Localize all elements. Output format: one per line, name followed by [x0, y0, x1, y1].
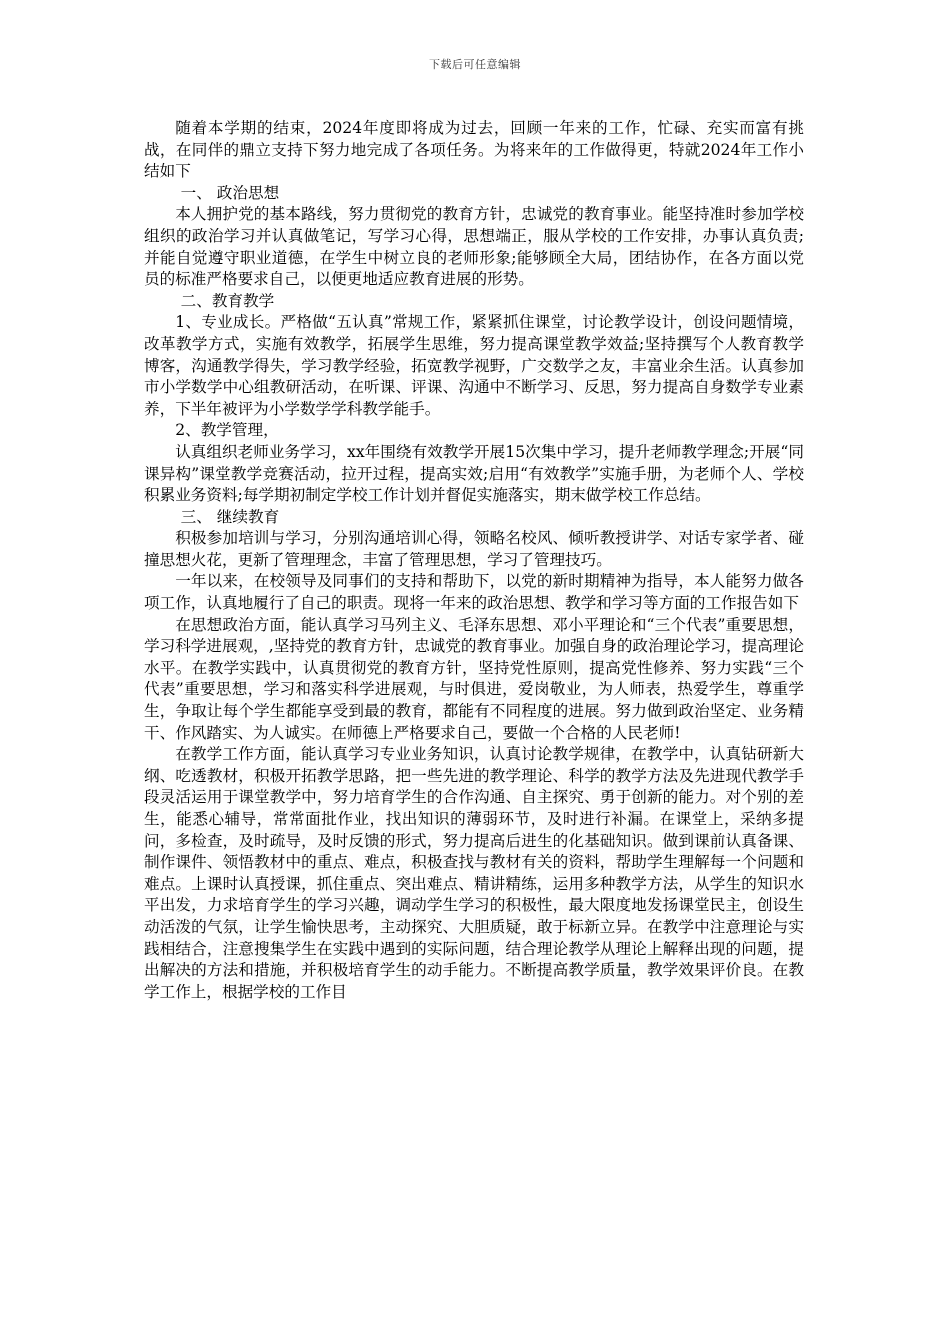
ideology-paragraph: 在思想政治方面，能认真学习马列主义、毛泽东思想、邓小平理论和“三个代表”重要思想，学习科学进展观，,坚持党的教育方针，忠诚党的教育事业。加强自身的政治理论学习，提高理论水平。在教学实践中，认真贯彻党的教育方针，坚持党性原则，提高党性修养、努力实践“三个代表”重要思想，学习和落实科学进展观，与时俱进，爱岗敬业，为人师表，热爱学生，尊重学生，争取让每个学生都能享受到最的教育，都能有不同程度的进展。努力做到政治坚定、业务精干、作风踏实、为人诚实。在师德上严格要求自己，要做一个合格的人民老师!	[144, 615, 804, 742]
page-header-note: 下载后可任意编辑	[429, 58, 521, 71]
politics-paragraph: 本人拥护党的基本路线，努力贯彻党的教育方针，忠诚党的教育事业。能坚持准时参加学校组织的政治学习并认真做笔记，写学习心得，思想端正，服从学校的工作安排，办事认真负责;并能自觉遵守职业道德，在学生中树立良的老师形象;能够顾全大局，团结协作，在各方面以党员的标准严格要求自己，以便更地适应教育进展的形势。	[144, 205, 804, 289]
professional-growth-paragraph: 1、专业成长。严格做“五认真”常规工作，紧紧抓住课堂，讨论教学设计，创设问题情境，改革教学方式，实施有效教学，拓展学生思维，努力提高课堂教学效益;坚持撰写个人教育教学博客，沟通教学得失，学习教学经验，拓宽教学视野，广交数学之友，丰富业余生活。认真参加市小学数学中心组教研活动，在听课、评课、沟通中不断学习、反思，努力提高自身数学专业素养，下半年被评为小学数学学科教学能手。	[144, 313, 804, 418]
section-heading-politics: 一、 政治思想	[180, 183, 280, 202]
section-heading-teaching: 二、教育教学	[180, 291, 275, 310]
section-heading-continuing-education: 三、 继续教育	[180, 507, 280, 526]
teaching-management-heading: 2、教学管理，	[175, 421, 279, 440]
teaching-work-paragraph: 在教学工作方面，能认真学习专业业务知识，认真讨论教学规律，在教学中，认真钻研新大纲、吃透教材，积极开拓教学思路，把一些先进的教学理论、科学的教学方法及先进现代教学手段灵活运用于课堂教学中，努力培育学生的合作沟通、自主探究、勇于创新的能力。对个别的差生，能悉心辅导，常常面批作业，找出知识的薄弱环节，及时进行补漏。在课堂上，采纳多提问，多检查，及时疏导，及时反馈的形式，努力提高后进生的化基础知识。做到课前认真备课、制作课件、领悟教材中的重点、难点，积极查找与教材有关的资料，帮助学生理解每一个问题和难点。上课时认真授课，抓住重点、突出难点、精讲精练，运用多种教学方法，从学生的知识水平出发，力求培育学生的学习兴趣，调动学生学习的积极性，最大限度地发扬课堂民主，创设生动活泼的气氛，让学生愉快思考，主动探究、大胆质疑，敢于标新立异。在教学中注意理论与实践相结合，注意搜集学生在实践中遇到的实际问题，结合理论教学从理论上解释出现的问题，提出解决的方法和措施，并积极培育学生的动手能力。不断提高教学质量，教学效果评价良。在教学工作上，根据学校的工作目	[144, 745, 804, 1001]
teaching-management-paragraph: 认真组织老师业务学习，xx年围绕有效教学开展15次集中学习，提升老师教学理念;开展“同课异构”课堂教学竞赛活动，拉开过程，提高实效;启用“有效教学”实施手册，为老师个人、学校积累业务资料;每学期初制定学校工作计划并督促实施落实，期末做学校工作总结。	[144, 442, 804, 505]
intro-paragraph: 随着本学期的结束，2024年度即将成为过去，回顾一年来的工作，忙碌、充实而富有挑战，在同伴的鼎立支持下努力地完成了各项任务。为将来年的工作做得更，特就2024年工作小结如下	[144, 119, 804, 181]
document-body	[144, 118, 804, 1003]
year-summary-paragraph: 一年以来，在校领导及同事们的支持和帮助下，以党的新时期精神为指导，本人能努力做各项工作，认真地履行了自己的职责。现将一年来的政治思想、教学和学习等方面的工作报告如下	[144, 572, 804, 613]
continuing-education-paragraph: 积极参加培训与学习，分别沟通培训心得，领略名校风、倾听教授讲学、对话专家学者、碰撞思想火花，更新了管理理念，丰富了管理思想，学习了管理技巧。	[144, 529, 804, 569]
